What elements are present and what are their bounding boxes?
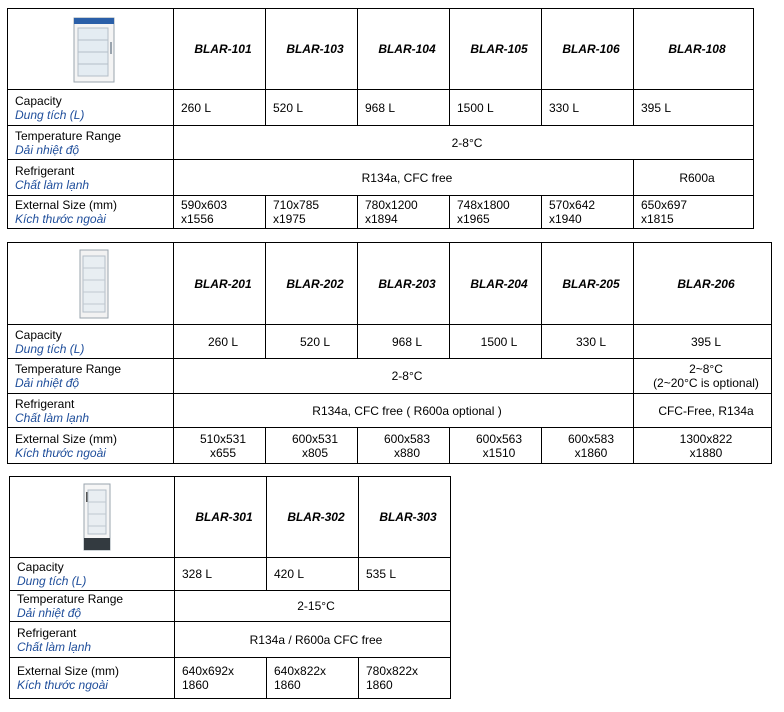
row-label-size: External Size (mm) Kích thước ngoài: [8, 196, 174, 229]
model-header: BLAR-205: [542, 243, 634, 325]
refrigerant-cell-alt: CFC-Free, R134a: [634, 394, 772, 428]
model-header: BLAR-108: [634, 9, 754, 90]
capacity-cell: 1500 L: [450, 90, 542, 126]
capacity-cell: 535 L: [359, 558, 451, 591]
capacity-cell: 395 L: [634, 325, 772, 359]
capacity-cell: 328 L: [175, 558, 267, 591]
row-label-capacity: Capacity Dung tích (L): [8, 90, 174, 126]
model-header: BLAR-103: [266, 9, 358, 90]
spec-table-blar-300-series: [9, 476, 451, 699]
capacity-cell: 520 L: [266, 90, 358, 126]
model-header: BLAR-106: [542, 9, 634, 90]
spec-table-blar-100-series: [7, 8, 754, 229]
model-header: BLAR-301: [175, 477, 267, 558]
size-cell: 640x822x 1860: [267, 658, 359, 699]
refrigerant-cell-alt: R600a: [634, 160, 754, 196]
capacity-cell: 330 L: [542, 325, 634, 359]
fridge-image-blar-300: [10, 477, 175, 558]
capacity-cell: 420 L: [267, 558, 359, 591]
model-header: BLAR-302: [267, 477, 359, 558]
model-header: BLAR-101: [174, 9, 266, 90]
capacity-cell: 520 L: [266, 325, 358, 359]
row-label-temperature: Temperature Range Dải nhiệt độ: [10, 591, 175, 622]
model-header: BLAR-105: [450, 9, 542, 90]
row-label-capacity: Capacity Dung tích (L): [10, 558, 175, 591]
row-label-capacity: Capacity Dung tích (L): [8, 325, 174, 359]
fridge-image-blar-100: [8, 9, 174, 90]
model-header: BLAR-201: [174, 243, 266, 325]
spec-table-blar-200-series: [7, 242, 772, 464]
size-cell: 600x583 x880: [358, 428, 450, 464]
capacity-cell: 1500 L: [450, 325, 542, 359]
model-header: BLAR-303: [359, 477, 451, 558]
size-cell: 600x531 x805: [266, 428, 358, 464]
row-label-size: External Size (mm) Kích thước ngoài: [10, 658, 175, 699]
refrigerator-icon: [66, 12, 122, 86]
size-cell: 600x563 x1510: [450, 428, 542, 464]
temperature-cell: 2-15°C: [175, 591, 451, 622]
size-cell: 1300x822 x1880: [634, 428, 772, 464]
size-cell: 710x785 x1975: [266, 196, 358, 229]
size-cell: 748x1800 x1965: [450, 196, 542, 229]
model-header: BLAR-204: [450, 243, 542, 325]
capacity-cell: 968 L: [358, 90, 450, 126]
medical-refrigerator-icon: [76, 480, 116, 554]
temperature-cell: 2-8°C: [174, 126, 754, 160]
capacity-cell: 260 L: [174, 325, 266, 359]
refrigerant-cell: R134a, CFC free: [174, 160, 634, 196]
refrigerant-cell: R134a / R600a CFC free: [175, 622, 451, 658]
row-label-size: External Size (mm) Kích thước ngoài: [8, 428, 174, 464]
size-cell: 570x642 x1940: [542, 196, 634, 229]
model-header: BLAR-104: [358, 9, 450, 90]
glass-door-refrigerator-icon: [74, 246, 114, 322]
refrigerant-cell: R134a, CFC free ( R600a optional ): [174, 394, 634, 428]
size-cell: 640x692x 1860: [175, 658, 267, 699]
row-label-refrigerant: Refrigerant Chất làm lạnh: [8, 160, 174, 196]
size-cell: 780x822x 1860: [359, 658, 451, 699]
temperature-cell: 2-8°C: [174, 359, 634, 394]
row-label-refrigerant: Refrigerant Chất làm lạnh: [8, 394, 174, 428]
model-header: BLAR-202: [266, 243, 358, 325]
size-cell: 590x603 x1556: [174, 196, 266, 229]
size-cell: 510x531 x655: [174, 428, 266, 464]
row-label-temperature: Temperature Range Dải nhiệt độ: [8, 126, 174, 160]
temperature-cell-alt: 2~8°C (2~20°C is optional): [634, 359, 772, 394]
size-cell: 600x583 x1860: [542, 428, 634, 464]
capacity-cell: 260 L: [174, 90, 266, 126]
size-cell: 650x697 x1815: [634, 196, 754, 229]
capacity-cell: 330 L: [542, 90, 634, 126]
capacity-cell: 968 L: [358, 325, 450, 359]
model-header: BLAR-206: [634, 243, 772, 325]
row-label-temperature: Temperature Range Dải nhiệt độ: [8, 359, 174, 394]
row-label-refrigerant: Refrigerant Chất làm lạnh: [10, 622, 175, 658]
model-header: BLAR-203: [358, 243, 450, 325]
size-cell: 780x1200 x1894: [358, 196, 450, 229]
fridge-image-blar-200: [8, 243, 174, 325]
capacity-cell: 395 L: [634, 90, 754, 126]
